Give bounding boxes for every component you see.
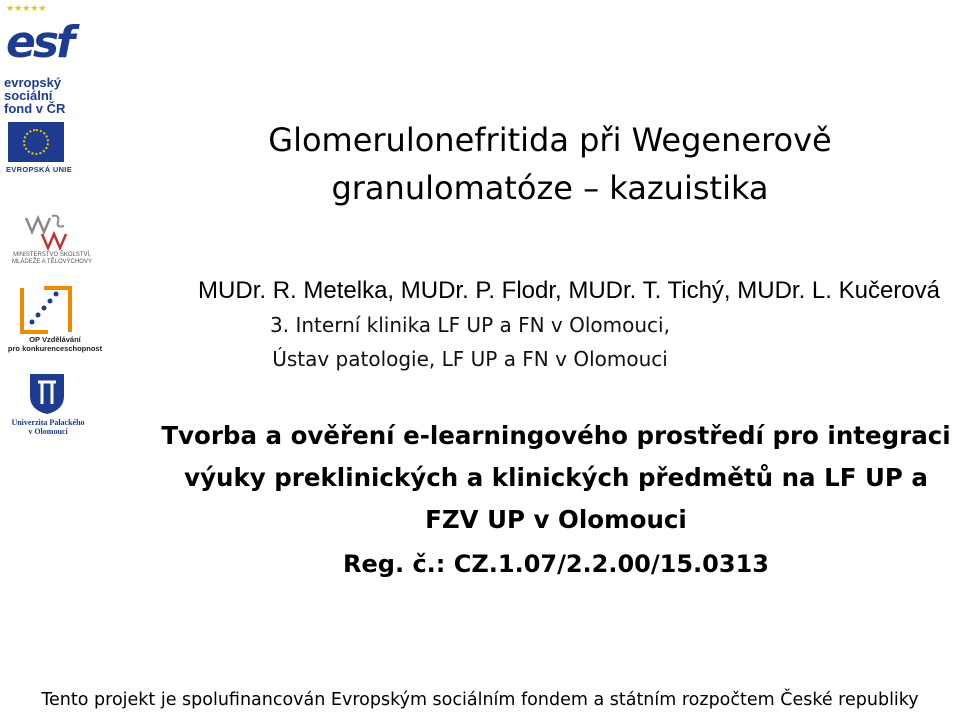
- msmt-label-line1: MINISTERSTVO ŠKOLSTVÍ,: [13, 252, 91, 258]
- esf-wordmark: esf: [6, 17, 73, 68]
- esf-logo: [4, 4, 92, 115]
- logo-sidebar: [0, 0, 110, 460]
- up-label-line1: Univerzita Palackého: [11, 418, 85, 427]
- esf-stars-icon: ★★★★★: [6, 3, 47, 13]
- project-line1: Tvorba a ověření e-learningového prostředí pro integraci: [161, 421, 951, 450]
- op-label-line2: pro konkurenceschopnost: [7, 344, 103, 353]
- authors: MUDr. R. Metelka, MUDr. P. Flodr, MUDr. T. Tichý, MUDr. L. Kučerová: [198, 277, 940, 304]
- affiliation: [150, 308, 790, 376]
- registration-number: Reg. č.: CZ.1.07/2.2.00/15.0313: [343, 550, 769, 578]
- eu-label: EVROPSKÁ UNIE: [6, 165, 72, 174]
- up-shield-icon: [28, 372, 66, 416]
- project-line3: FZV UP v Olomouci: [425, 505, 687, 534]
- slide-title: [150, 116, 950, 212]
- esf-caption-line2: sociální: [4, 88, 53, 103]
- op-label-line1: OP Vzdělávání: [29, 335, 81, 344]
- project-line2: výuky preklinických a klinických předmětů na LF UP a: [184, 463, 928, 492]
- esf-mark: [4, 4, 88, 74]
- affiliation-line1: 3. Interní klinika LF UP a FN v Olomouci,: [270, 313, 670, 337]
- eu-flag-icon: [8, 122, 64, 162]
- esf-caption-line3: fond v ČR: [4, 101, 66, 116]
- msmt-label-line2: MLÁDEŽE A TĚLOVÝCHOVY: [12, 259, 92, 265]
- op-label: [0, 335, 110, 353]
- esf-caption-line1: evropský: [4, 75, 62, 90]
- msmt-label: [2, 252, 102, 266]
- slide-title-line1: Glomerulonefritida při Wegenerově: [268, 121, 832, 159]
- eu-star-ring: [23, 129, 49, 155]
- msmt-logo-icon: [22, 212, 72, 252]
- project-name: [152, 415, 960, 541]
- slide-title-line2: granulomatóze – kazuistika: [331, 169, 769, 207]
- up-label: [6, 418, 90, 436]
- up-label-line2: v Olomouci: [28, 427, 68, 436]
- funding-footer: Tento projekt je spolufinancován Evropským sociálním fondem a státním rozpočtem České republiky: [41, 690, 919, 710]
- op-logo-icon: [18, 284, 74, 336]
- esf-caption: [4, 76, 92, 115]
- affiliation-line2: Ústav patologie, LF UP a FN v Olomouci: [272, 347, 668, 371]
